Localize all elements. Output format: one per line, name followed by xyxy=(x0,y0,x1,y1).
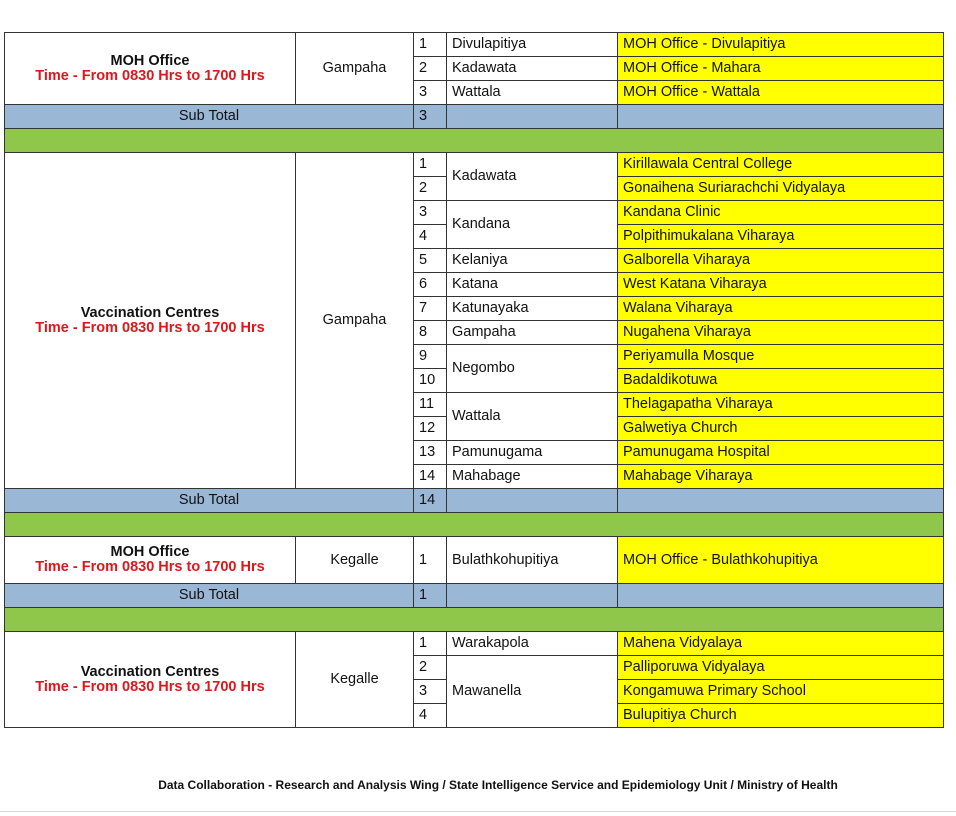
area-cell: Kadawata xyxy=(447,57,618,81)
table-row xyxy=(5,537,944,584)
category-cell xyxy=(5,153,296,489)
subtotal-row xyxy=(5,489,944,513)
row-number: 3 xyxy=(414,680,447,704)
separator-row xyxy=(5,513,944,537)
category-title: Vaccination Centres xyxy=(80,663,220,680)
empty-cell xyxy=(447,489,618,513)
area-cell: Divulapitiya xyxy=(447,33,618,57)
category-title: MOH Office xyxy=(110,52,190,69)
category-title: Vaccination Centres xyxy=(80,304,220,321)
venue-cell: Palliporuwa Vidyalaya xyxy=(618,656,944,680)
separator-row xyxy=(5,608,944,632)
category-time: Time - From 0830 Hrs to 1700 Hrs xyxy=(35,559,265,575)
area-cell: Mawanella xyxy=(447,656,618,728)
venue-cell: Badaldikotuwa xyxy=(618,369,944,393)
row-number: 1 xyxy=(414,632,447,656)
row-number: 11 xyxy=(414,393,447,417)
empty-cell xyxy=(618,105,944,129)
area-cell: Negombo xyxy=(447,345,618,393)
row-number: 6 xyxy=(414,273,447,297)
venue-cell: Gonaihena Suriarachchi Vidyalaya xyxy=(618,177,944,201)
row-number: 2 xyxy=(414,57,447,81)
row-number: 3 xyxy=(414,201,447,225)
subtotal-row xyxy=(5,105,944,129)
category-time: Time - From 0830 Hrs to 1700 Hrs xyxy=(35,67,265,84)
venue-cell: Periyamulla Mosque xyxy=(618,345,944,369)
separator-row xyxy=(5,129,944,153)
category-cell xyxy=(5,537,296,584)
row-number: 9 xyxy=(414,345,447,369)
vaccination-schedule-table xyxy=(4,32,944,728)
area-cell: Warakapola xyxy=(447,632,618,656)
row-number: 3 xyxy=(414,81,447,105)
row-number: 1 xyxy=(414,33,447,57)
category-time: Time - From 0830 Hrs to 1700 Hrs xyxy=(35,319,265,336)
venue-cell: Kirillawala Central College xyxy=(618,153,944,177)
empty-cell xyxy=(447,105,618,129)
empty-cell xyxy=(618,489,944,513)
divider xyxy=(0,811,956,812)
venue-cell: MOH Office - Divulapitiya xyxy=(618,33,944,57)
subtotal-value: 1 xyxy=(414,584,447,608)
footer-credit: Data Collaboration - Research and Analysis Wing / State Intelligence Service and Epidemiology Unit / Ministry of Health xyxy=(158,778,838,792)
area-cell: Wattala xyxy=(447,393,618,441)
area-cell: Katana xyxy=(447,273,618,297)
area-cell: Gampaha xyxy=(447,321,618,345)
district-cell: Kegalle xyxy=(296,632,414,728)
area-cell: Kelaniya xyxy=(447,249,618,273)
venue-cell: Polpithimukalana Viharaya xyxy=(618,225,944,249)
district-cell: Gampaha xyxy=(296,153,414,489)
category-title: MOH Office xyxy=(110,544,190,560)
row-number: 5 xyxy=(414,249,447,273)
row-number: 10 xyxy=(414,369,447,393)
area-cell: Wattala xyxy=(447,81,618,105)
area-cell: Mahabage xyxy=(447,465,618,489)
subtotal-label: Sub Total xyxy=(5,584,414,608)
subtotal-value: 3 xyxy=(414,105,447,129)
venue-cell: Galwetiya Church xyxy=(618,417,944,441)
row-number: 13 xyxy=(414,441,447,465)
row-number: 4 xyxy=(414,704,447,728)
venue-cell: Kandana Clinic xyxy=(618,201,944,225)
area-cell: Pamunugama xyxy=(447,441,618,465)
table-row xyxy=(5,632,944,656)
venue-cell: MOH Office - Mahara xyxy=(618,57,944,81)
venue-cell: Nugahena Viharaya xyxy=(618,321,944,345)
row-number: 2 xyxy=(414,656,447,680)
row-number: 8 xyxy=(414,321,447,345)
row-number: 12 xyxy=(414,417,447,441)
venue-cell: Walana Viharaya xyxy=(618,297,944,321)
row-number: 2 xyxy=(414,177,447,201)
venue-cell: Galborella Viharaya xyxy=(618,249,944,273)
table-row xyxy=(5,153,944,177)
row-number: 4 xyxy=(414,225,447,249)
category-cell xyxy=(5,632,296,728)
area-cell: Kandana xyxy=(447,201,618,249)
empty-cell xyxy=(618,584,944,608)
row-number: 7 xyxy=(414,297,447,321)
row-number: 1 xyxy=(414,153,447,177)
row-number: 1 xyxy=(414,537,447,584)
subtotal-label: Sub Total xyxy=(5,105,414,129)
area-cell: Katunayaka xyxy=(447,297,618,321)
venue-cell: Bulupitiya Church xyxy=(618,704,944,728)
district-cell: Gampaha xyxy=(296,33,414,105)
row-number: 14 xyxy=(414,465,447,489)
district-cell: Kegalle xyxy=(296,537,414,584)
venue-cell: MOH Office - Bulathkohupitiya xyxy=(618,537,944,584)
category-cell xyxy=(5,33,296,105)
venue-cell: Mahena Vidyalaya xyxy=(618,632,944,656)
venue-cell: West Katana Viharaya xyxy=(618,273,944,297)
subtotal-value: 14 xyxy=(414,489,447,513)
venue-cell: MOH Office - Wattala xyxy=(618,81,944,105)
area-cell: Bulathkohupitiya xyxy=(447,537,618,584)
area-cell: Kadawata xyxy=(447,153,618,201)
subtotal-label: Sub Total xyxy=(5,489,414,513)
venue-cell: Kongamuwa Primary School xyxy=(618,680,944,704)
venue-cell: Pamunugama Hospital xyxy=(618,441,944,465)
subtotal-row xyxy=(5,584,944,608)
venue-cell: Thelagapatha Viharaya xyxy=(618,393,944,417)
table-row xyxy=(5,33,944,57)
empty-cell xyxy=(447,584,618,608)
category-time: Time - From 0830 Hrs to 1700 Hrs xyxy=(35,678,265,695)
venue-cell: Mahabage Viharaya xyxy=(618,465,944,489)
